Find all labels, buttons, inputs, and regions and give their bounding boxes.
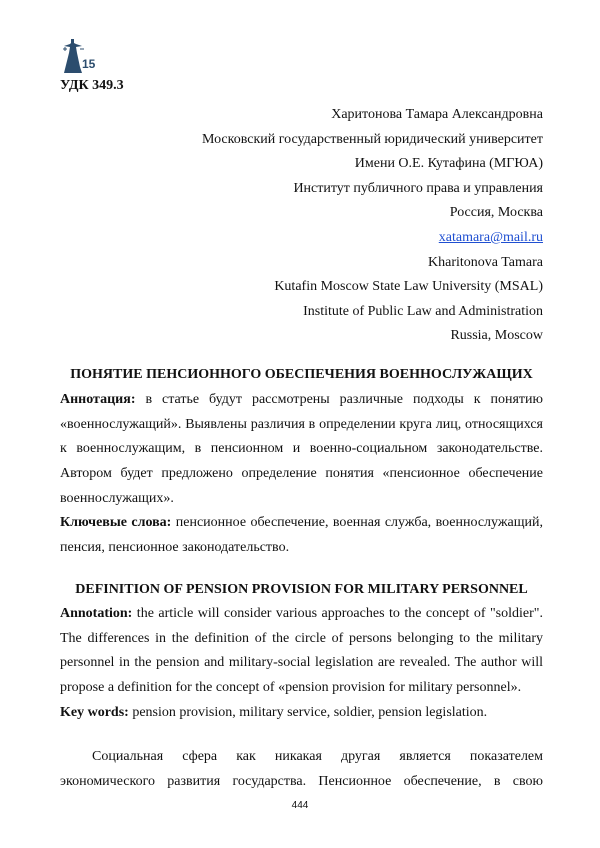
keywords-en-text: pension provision, military service, soldier, pension legislation.: [128, 705, 488, 720]
article-title-en: DEFINITION OF PENSION PROVISION FOR MILITARY PERSONNEL: [75, 582, 528, 597]
annotation-ru-line: «военнослужащий». Выявлены различия в определении круга лиц, относящихся: [60, 416, 543, 432]
body-line: экономического развития государства. Пенсионное обеспечение, в свою: [60, 773, 543, 789]
annotation-en-line: the article will consider various approaches to the concept of "soldier".: [132, 606, 543, 621]
annotation-ru-line: военнослужащих».: [60, 490, 174, 506]
annotation-en-line: propose a definition for the concept of «pension provision for military personnel».: [60, 680, 522, 696]
article-title-ru: ПОНЯТИЕ ПЕНСИОННОГО ОБЕСПЕЧЕНИЯ ВОЕННОСЛУЖАЩИХ: [70, 367, 533, 382]
annotation-en-line: The differences in the definition of the circle of persons belonging to the military: [60, 630, 543, 646]
author-name-ru: Харитонова Тамара Александровна: [331, 107, 543, 122]
keywords-ru-line: пенсия, пенсионное законодательство.: [60, 539, 290, 555]
author-block: [202, 103, 543, 349]
keywords-en-label: Key words:: [60, 705, 129, 720]
keywords-en: [60, 701, 543, 726]
journal-number: 15: [82, 57, 96, 71]
udk-code: УДК 349.3: [60, 78, 124, 93]
annotation-ru-line: Автором будет предложено определение понятия «пенсионное обеспечение: [60, 466, 543, 482]
keywords-ru-line: пенсионное обеспечение, военная служба, военнослужащий,: [171, 515, 543, 530]
annotation-ru-line: в статье будут рассмотрены различные подходы к понятию: [135, 392, 543, 407]
annotation-en-label: Annotation:: [60, 606, 133, 621]
annotation-ru-label: Аннотация:: [60, 392, 136, 407]
author-location-en: Russia, Moscow: [450, 328, 543, 344]
page-number: 444: [291, 800, 309, 811]
author-name-en: Kharitonova Tamara: [428, 254, 543, 270]
body-text: [60, 745, 543, 794]
annotation-ru: [60, 388, 543, 511]
author-email-link[interactable]: xatamara@mail.ru: [438, 229, 543, 245]
author-institute-ru: Институт публичного права и управления: [293, 180, 543, 196]
author-university-ru: Московский государственный юридический университет: [201, 131, 543, 147]
keywords-ru: [60, 511, 543, 560]
keywords-ru-label: Ключевые слова:: [60, 515, 172, 530]
journal-logo: [60, 37, 102, 77]
annotation-en-line: personnel in the pension and military-social legislation are revealed. The author will: [60, 655, 543, 671]
annotation-ru-line: к военнослужащим, в пенсионном и военно-социальном законодательстве.: [60, 441, 543, 457]
author-location-ru: Россия, Москва: [449, 205, 543, 221]
author-university-name-ru: Имени О.Е. Кутафина (МГЮА): [354, 156, 543, 172]
author-university-en: Kutafin Moscow State Law University (MSAL): [274, 279, 543, 295]
annotation-en: [60, 602, 543, 701]
body-line: Социальная сфера как никакая другая является показателем: [92, 749, 543, 764]
author-institute-en: Institute of Public Law and Administration: [303, 303, 543, 319]
